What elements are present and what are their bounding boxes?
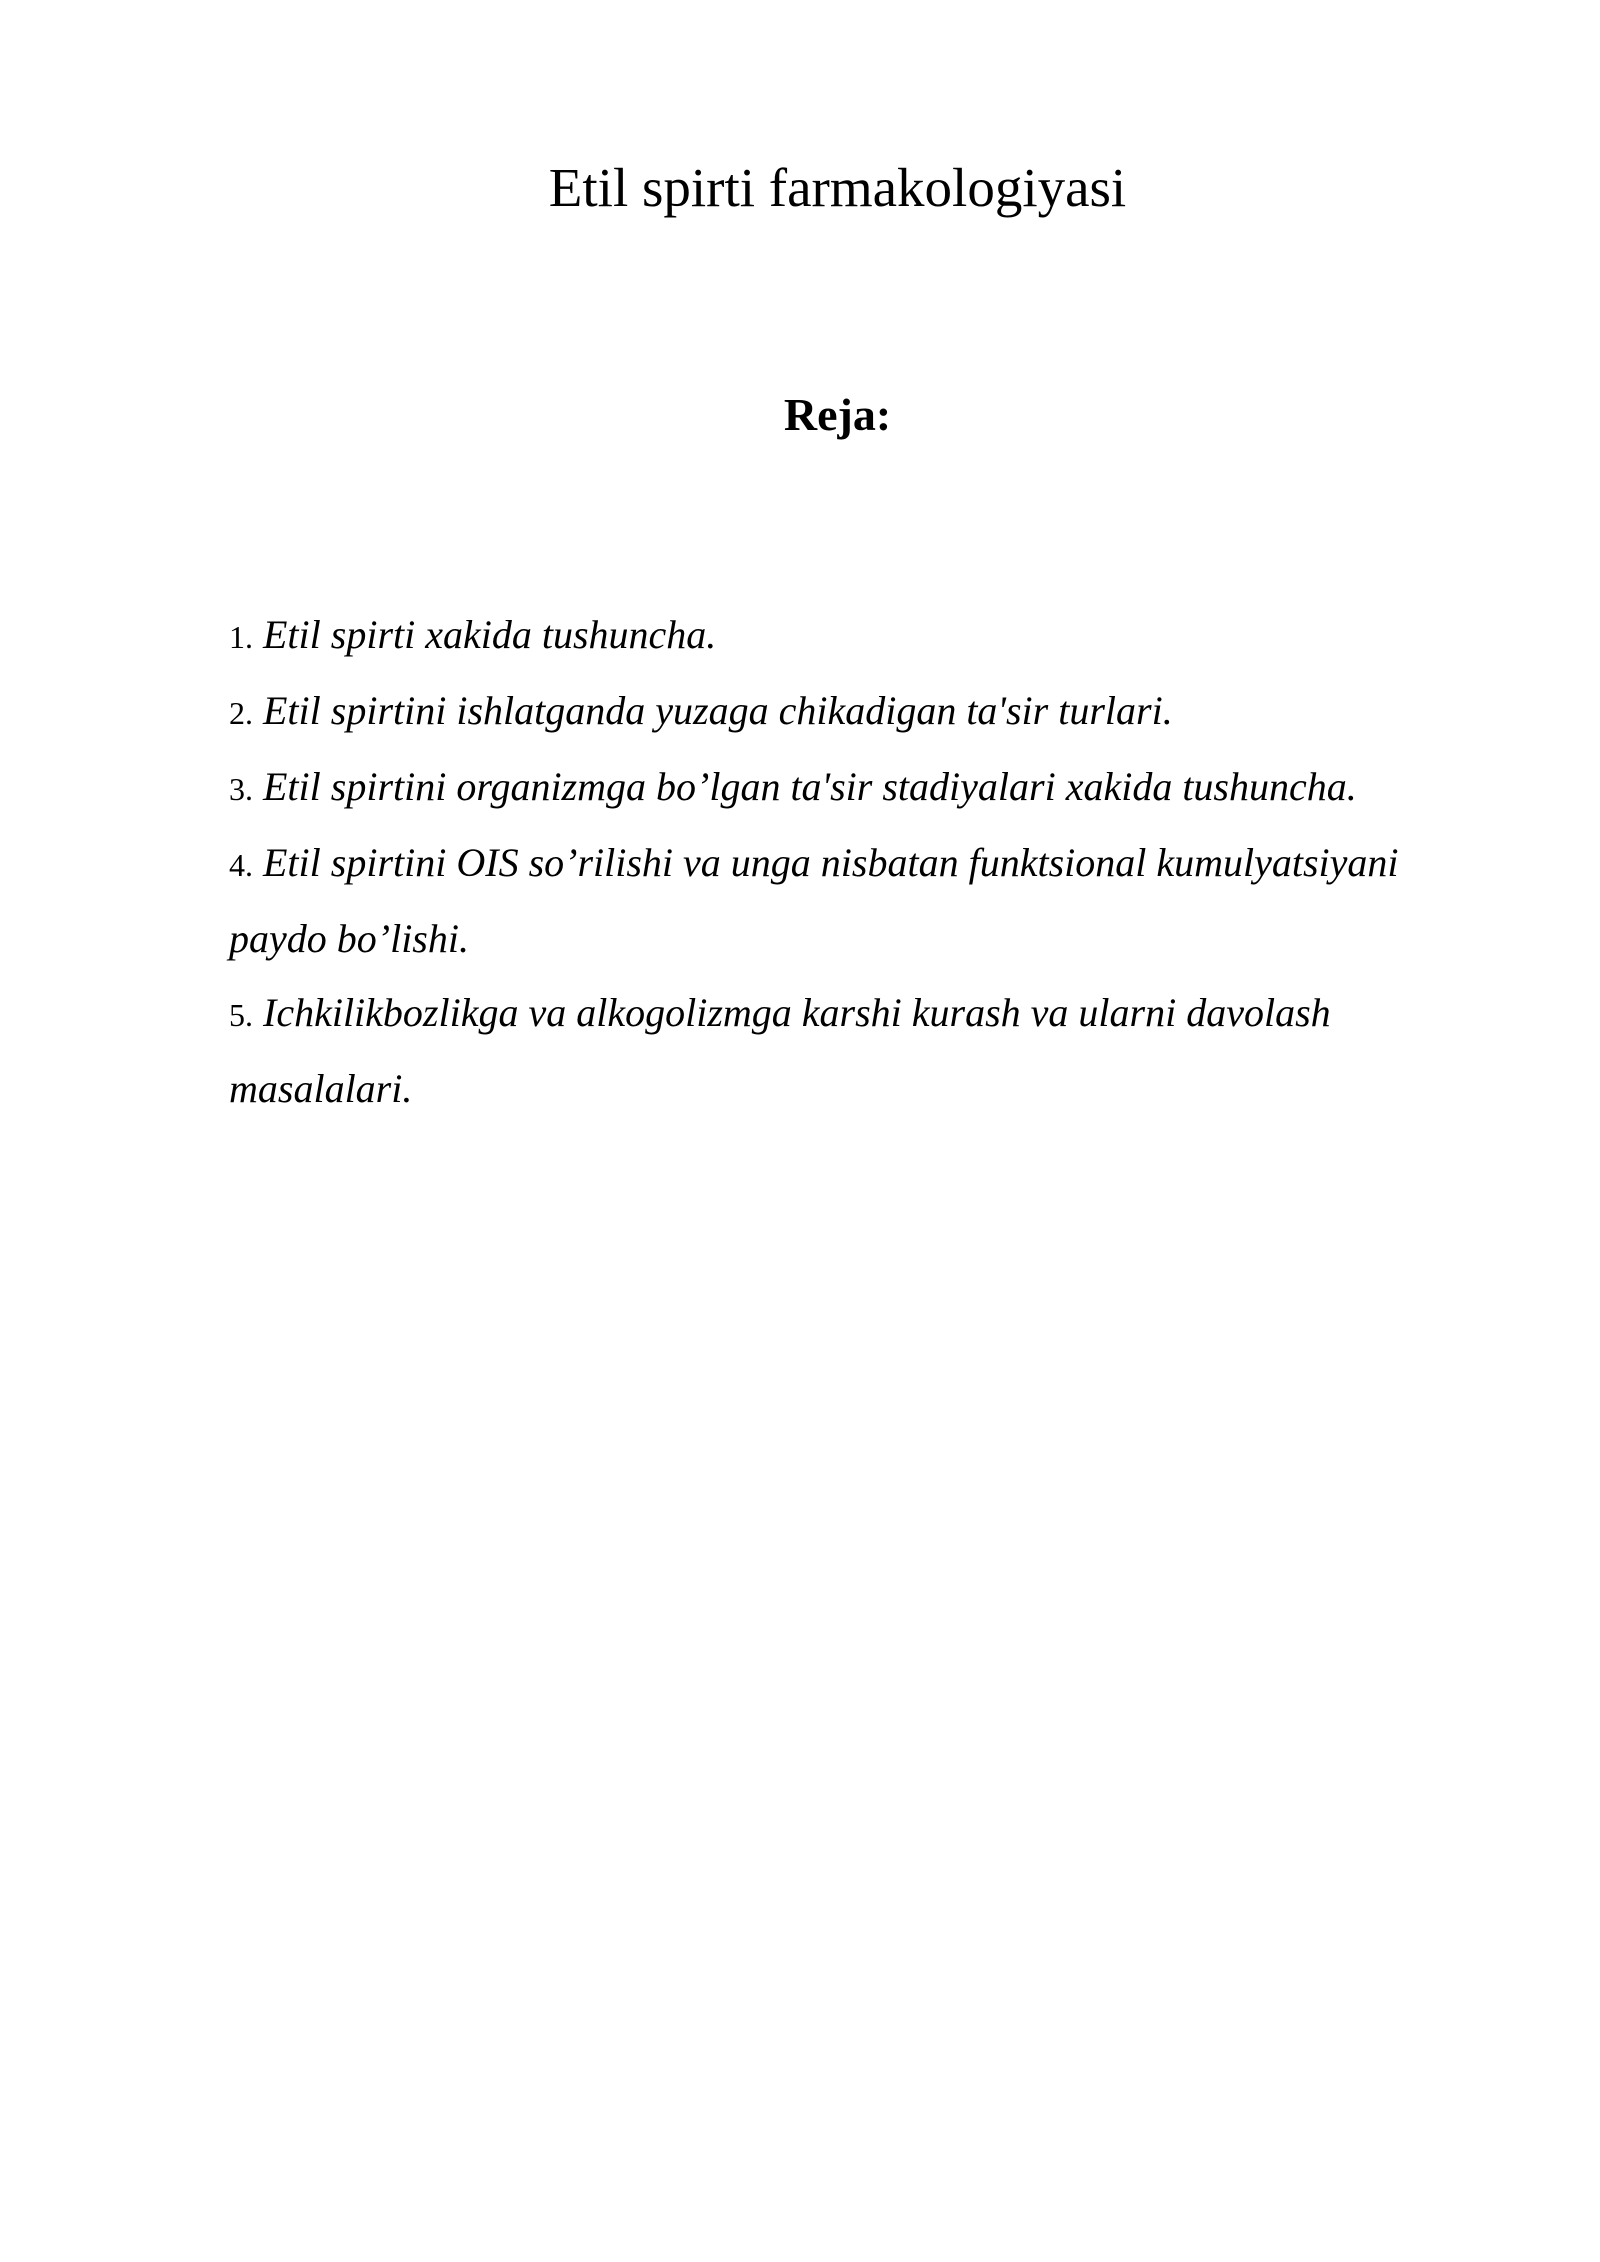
- document-title: Etil spirti farmakologiyasi: [548, 157, 1127, 218]
- plan-item-text: Etil spirtini organizmga bo’lgan ta'sir stadiyalari xakida tushuncha.: [263, 764, 1357, 809]
- plan-item-number: 4.: [229, 847, 253, 883]
- plan-item-number: 3.: [229, 771, 253, 807]
- plan-item-text: Etil spirti xakida tushuncha.: [263, 612, 717, 657]
- plan-item-1: [229, 598, 1479, 674]
- plan-item-5: [229, 976, 1479, 1126]
- plan-list: [229, 598, 1479, 1126]
- plan-item-4: [229, 826, 1479, 976]
- plan-item-number: 5.: [229, 997, 253, 1033]
- plan-item-text: Etil spirtini OIS so’rilishi va unga nisbatan funktsional kumulyatsiyani paydo bo’lishi.: [229, 840, 1399, 961]
- plan-item-text: Etil spirtini ishlatganda yuzaga chikadigan ta'sir turlari.: [263, 688, 1173, 733]
- plan-item-3: [229, 750, 1479, 826]
- plan-item-number: 2.: [229, 695, 253, 731]
- plan-heading: Reja:: [783, 389, 892, 440]
- plan-item-2: [229, 674, 1479, 750]
- plan-item-number: 1.: [229, 619, 253, 655]
- plan-item-text: Ichkilikbozlikga va alkogolizmga karshi kurash va ularni davolash masalalari.: [229, 990, 1331, 1111]
